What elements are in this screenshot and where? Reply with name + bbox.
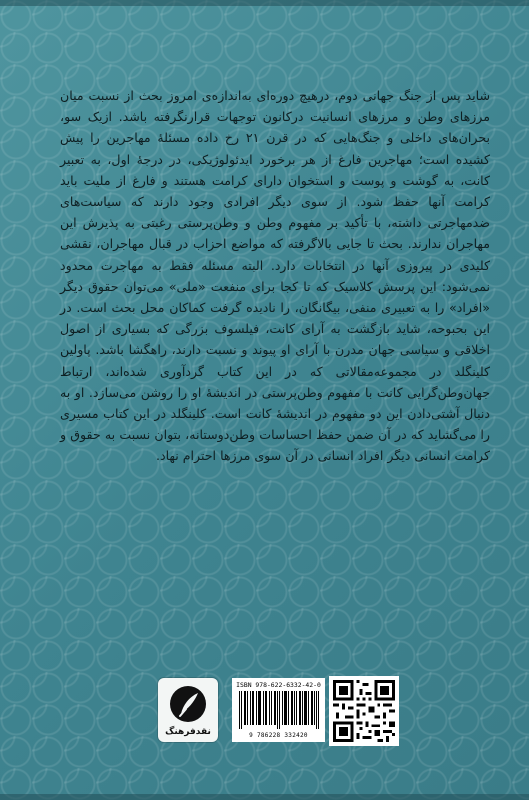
barcode-bars — [238, 691, 320, 729]
cover-top-edge — [0, 0, 529, 6]
blurb-paragraph: شاید پس از جنگ جهانی دوم، درهیچ دوره‌ای به‌اندازه‌ی امروز بحث از نسبت میان مرزهای وطن و مرزهای انسانیت درکانون توجهات قرارنگرفته باشد. ازیک سو، بحران‌های داخلی و جنگ‌هایی که در قرن ۲۱ رخ داده مسئلهٔ مهاجرین را پیش کشیده است؛ مهاجرین فارغ از هر برخورد ایدئولوژیکی، در درجهٔ اول، به تعبیر کانت، به گوشت و پوست و استخوان دارای کرامت هستند و فارغ از ملیت باید کرامت آنها حفظ شود. از سوی دیگر افرادی وجود دارند که سیاست‌های ضدمهاجرتی داشته، با تأکید بر مفهوم وطن و وطن‌پرستی رغبتی به پذیرش این مهاجران ندارند. بحث تا جایی بالاگرفته که مواضع احزاب در قبال مهاجران، نقشی کلیدی در پیروزی آنها در انتخابات دارد. البته مسئله فقط به مهاجرت محدود نمی‌شود: این پرسش کلاسیک که تا کجا برای منفعت «ملی» می‌توان حقوق دیگر «افراد» را به تعبیری منفی، بیگانگان، را نادیده گرفت کماکان محل بحث است. در این بحبوحه، شاید بازگشت به آرای کانت، فیلسوف بزرگی که بسیاری از اصول اخلاقی و سیاسی جهان مدرن با آرای او پیوند و نسبت دارند، راهگشا باشد. پاولین کلینگلد در مجموعه‌مقالاتی که در این کتاب گردآوری شده‌اند، ارتباط جهان‌وطن‌گرایی کانت با مفهوم وطن‌پرستی در اندیشهٔ او را روشن می‌سازد. او به دنبال آشتی‌دادن این دو مفهوم در اندیشهٔ کانت است. کلینگلد در این کتاب مسیری را می‌گشاید که در آن ضمن حفظ احساسات وطن‌دوستانه، بتوان نسبت به حقوق و کرامت انسانی دیگر افراد انسانی در آن سوی مرزها احترام نهاد. — [60, 88, 490, 464]
isbn-label: ISBN 978-622-6332-42-0 — [236, 681, 321, 689]
publisher-name: نقدفرهنگ — [165, 727, 211, 737]
barcode-digits: 9 786228 332420 — [249, 732, 308, 739]
isbn-barcode — [232, 678, 325, 742]
quill-feather-icon — [169, 685, 207, 723]
qr-code-pattern — [333, 680, 395, 742]
publisher-logo — [158, 678, 218, 742]
cover-bottom-edge — [0, 794, 529, 800]
blurb-text-block — [60, 85, 490, 467]
qr-code — [329, 676, 399, 746]
